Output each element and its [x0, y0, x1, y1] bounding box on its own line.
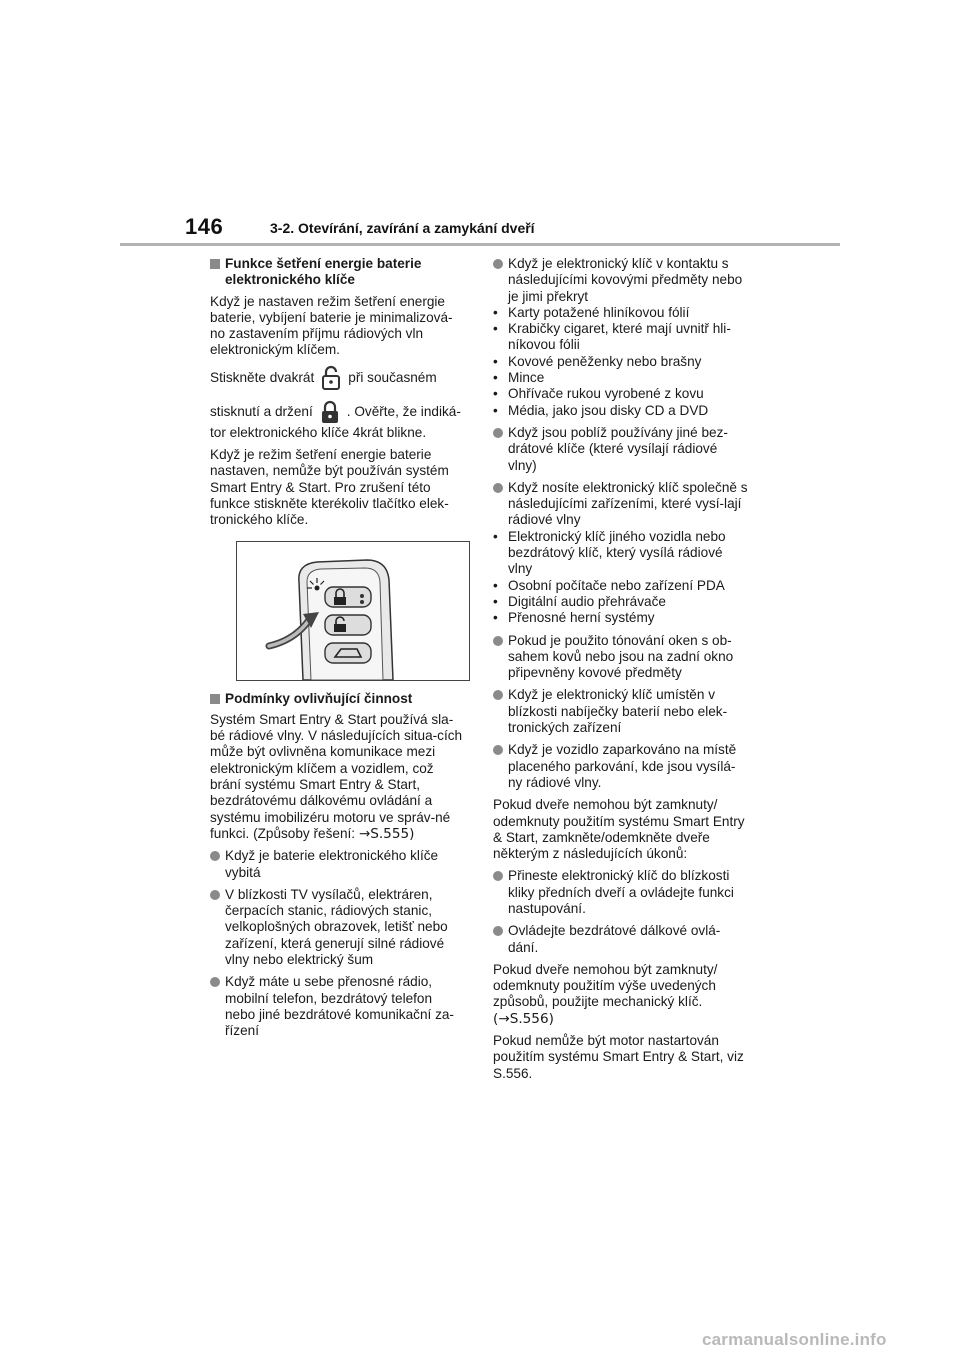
paragraph: Když je nastaven režim šetření energie baterie, vybíjení baterie je minimalizová-no zastavením příjmu rádiových vln elektronickým klíčem.	[210, 293, 453, 358]
square-bullet-icon	[210, 694, 220, 704]
sub-list	[493, 305, 748, 419]
list-item: Když je elektronický klíč v kontaktu s následujícími kovovými předměty nebo je jimi překryt	[493, 256, 748, 305]
key-fob-image	[237, 542, 469, 680]
circle-bullet-icon	[493, 690, 503, 700]
list-item: Když jsou poblíž používány jiné bez-drátové klíče (které vysílají rádiové vlny)	[493, 425, 748, 474]
chapter-title: 3-2. Otevírání, zavírání a zamykání dveří	[270, 220, 535, 236]
sub-list-item: • Média, jako jsou disky CD a DVD	[493, 402, 709, 418]
circle-bullet-icon	[493, 871, 503, 881]
left-column	[210, 256, 465, 1046]
instruction-line: Stiskněte dvakrát při současném	[210, 365, 465, 391]
list-item: Když nosíte elektronický klíč společně s následujícími zařízeními, které vysí-lají rádiové vlny	[493, 480, 748, 529]
list-item: Přineste elektronický klíč do blízkosti kliky předních dveří a ovládejte funkci nastupování.	[493, 868, 748, 917]
list-item: Když máte u sebe přenosné rádio, mobilní telefon, bezdrátový telefon nebo jiné bezdrátové komunikační za-řízení	[210, 974, 465, 1039]
sub-list-item: • Mince	[493, 370, 545, 386]
circle-bullet-icon	[493, 926, 503, 936]
circle-bullet-icon	[210, 851, 220, 861]
list-item: Ovládejte bezdrátové dálkové ovlá-dání.	[493, 923, 748, 956]
sub-list-item: • Ohřívače rukou vyrobené z kovu	[493, 386, 704, 402]
square-bullet-icon	[210, 259, 220, 269]
circle-bullet-icon	[210, 890, 220, 900]
header-rule	[120, 243, 840, 246]
paragraph: Pokud dveře nemohou být zamknuty/ odemknuty použitím výše uvedených způsobů, použijte mechanický klíč. (→S.556)	[493, 961, 718, 1027]
sub-list-item: • Osobní počítače nebo zařízení PDA	[493, 577, 725, 593]
sub-list-item: • Elektronický klíč jiného vozidla nebo bezdrátový klíč, který vysílá rádiové vlny	[493, 528, 726, 577]
instruction-line: stisknutí a držení . Ověřte, že indiká-	[210, 399, 465, 425]
list-item: Když je baterie elektronického klíče vybitá	[210, 848, 465, 881]
sub-list-item: • Přenosné herní systémy	[493, 610, 655, 626]
circle-bullet-icon	[493, 745, 503, 755]
key-fob-illustration	[236, 541, 470, 681]
unlock-icon	[320, 365, 342, 391]
right-column	[493, 256, 748, 1088]
section-heading-battery-saving: Funkce šetření energie baterie elektronického klíče	[210, 256, 465, 289]
sub-list	[493, 529, 748, 627]
list-item: Když je vozidlo zaparkováno na místě placeného parkování, kde jsou vysílá-ny rádiové vlny.	[493, 742, 748, 791]
paragraph: tor elektronického klíče 4krát blikne.	[210, 424, 427, 440]
sub-list-item: • Digitální audio přehrávače	[493, 593, 666, 609]
list-item: Pokud je použito tónování oken s ob-sahem kovů nebo jsou na zadní okno připevněny kovové předměty	[493, 633, 748, 682]
page-header	[0, 0, 960, 250]
page-number: 146	[185, 214, 224, 239]
circle-bullet-icon	[493, 259, 503, 269]
circle-bullet-icon	[493, 636, 503, 646]
circle-bullet-icon	[493, 428, 503, 438]
sub-list-item: • Karty potažené hliníkovou fólií	[493, 304, 690, 320]
list-item: Když je elektronický klíč umístěn v blízkosti nabíječky baterií nebo elek-tronických zařízení	[493, 687, 748, 736]
circle-bullet-icon	[493, 483, 503, 493]
watermark: carmanualsonline.info	[702, 1330, 887, 1349]
sub-list-item: • Krabičky cigaret, které mají uvnitř hli-níkovou fólii	[493, 321, 731, 353]
section-heading-conditions: Podmínky ovlivňující činnost	[210, 691, 465, 707]
lock-icon	[319, 399, 341, 425]
circle-bullet-icon	[210, 977, 220, 987]
sub-list-item: • Kovové peněženky nebo brašny	[493, 353, 702, 369]
paragraph: Pokud dveře nemohou být zamknuty/ odemknuty použitím systému Smart Entry & Start, zamkněte/odemkněte dveře některým z následujících úkonů:	[493, 797, 745, 862]
paragraph: Systém Smart Entry & Start používá sla-bé rádiové vlny. V následujících situa-cích může být ovlivněna komunikace mezi elektronickým klíčem a vozidlem, což brání systému Smart Entry & Start, bezdrátovému dálkovému ovládání a systému imobilizéru motoru ve správ-né funkci. (Způsoby řešení: →S.555)	[210, 711, 463, 842]
list-item: V blízkosti TV vysílačů, elektráren, čerpacích stanic, rádiových stanic, velkoplošných obrazovek, letišť nebo zařízení, která generují silné rádiové vlny nebo elektrický šum	[210, 887, 465, 968]
paragraph: Když je režim šetření energie baterie nastaven, nemůže být používán systém Smart Entry & Start. Pro zrušení této funkce stiskněte kterékoliv tlačítko elek-tronického klíče.	[210, 447, 449, 528]
paragraph: Pokud nemůže být motor nastartován použitím systému Smart Entry & Start, viz S.556.	[493, 1033, 744, 1081]
